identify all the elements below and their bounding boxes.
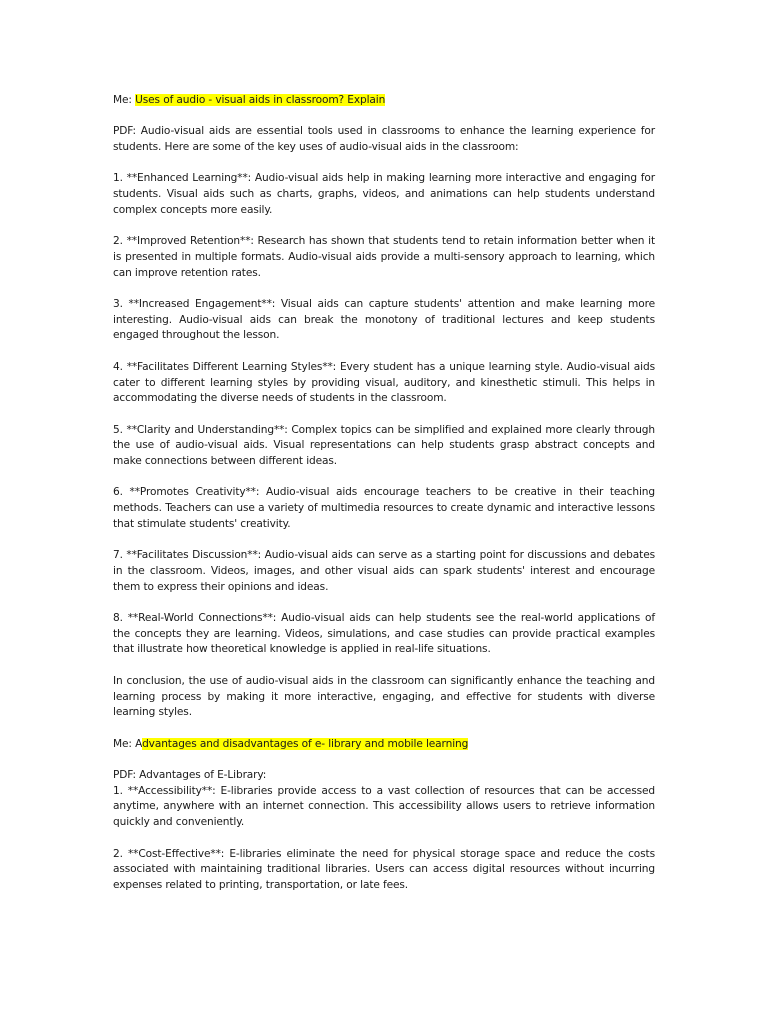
answer-1-point: 4. **Facilitates Different Learning Styles**: Every student has a unique learning style. Audio-visual aids cater to different learning styles by providing visual, auditory, and kinesthetic stimuli. This helps in accommodating the diverse needs of students in the classroom. <box>113 360 655 405</box>
highlighted-question: Uses of audio - visual aids in classroom? Explain <box>135 94 386 106</box>
answer-1-point: 1. **Enhanced Learning**: Audio-visual aids help in making learning more interactive and engaging for students. Visual aids such as charts, graphs, videos, and animations can help students understand complex concepts more easily. <box>113 172 655 216</box>
highlighted-question: dvantages and disadvantages of e- library and mobile learning <box>142 737 469 750</box>
answer-2-point: 1. **Accessibility**: E-libraries provide access to a vast collection of resources that can be accessed anytime, anywhere with an internet connection. This accessibility allows users to retrieve information quickly and conveniently. <box>113 784 655 829</box>
question-2 <box>113 737 655 753</box>
answer-2-point: 2. **Cost-Effective**: E-libraries eliminate the need for physical storage space and reduce the costs associated with maintaining traditional libraries. Users can access digital resources without incurring expenses related to printing, transportation, or late fees. <box>113 847 655 891</box>
answer-1-point: 8. **Real-World Connections**: Audio-visual aids can help students see the real-world applications of the concepts they are learning. Videos, simulations, and case studies can provide practical examples that illustrate how theoretical knowledge is applied in real-life situations. <box>113 612 655 656</box>
speaker-label: Me: A <box>113 737 143 750</box>
answer-1-point: 7. **Facilitates Discussion**: Audio-visual aids can serve as a starting point for discussions and debates in the classroom. Videos, images, and other visual aids can spark students' interest and encourage them to express their opinions and ideas. <box>113 549 655 593</box>
question-1 <box>113 93 655 109</box>
answer-1-point: 5. **Clarity and Understanding**: Complex topics can be simplified and explained more clearly through the use of audio-visual aids. Visual representations can help students grasp abstract concepts and make connections between different ideas. <box>113 423 655 468</box>
answer-1-intro: PDF: Audio-visual aids are essential tools used in classrooms to enhance the learning experience for students. Here are some of the key uses of audio-visual aids in the classroom: <box>113 125 655 154</box>
speaker-label: Me: <box>113 94 136 106</box>
answer-1-point: 2. **Improved Retention**: Research has shown that students tend to retain information better when it is presented in multiple formats. Audio-visual aids provide a multi-sensory approach to learning, which can improve retention rates. <box>113 235 655 279</box>
answer-1-conclusion: In conclusion, the use of audio-visual aids in the classroom can significantly enhance the teaching and learning process by making it more interactive, engaging, and effective for students with diverse learning styles. <box>113 674 655 719</box>
document-page <box>113 93 655 909</box>
answer-1-point: 3. **Increased Engagement**: Visual aids can capture students' attention and make learning more interesting. Audio-visual aids can break the monotony of traditional lectures and keep students engaged throughout the lesson. <box>113 298 655 342</box>
answer-2-heading: PDF: Advantages of E-Library: <box>113 769 267 782</box>
answer-1-point: 6. **Promotes Creativity**: Audio-visual aids encourage teachers to be creative in their teaching methods. Teachers can use a variety of multimedia resources to create dynamic and interactive lessons that stimulate students' creativity. <box>113 486 655 530</box>
